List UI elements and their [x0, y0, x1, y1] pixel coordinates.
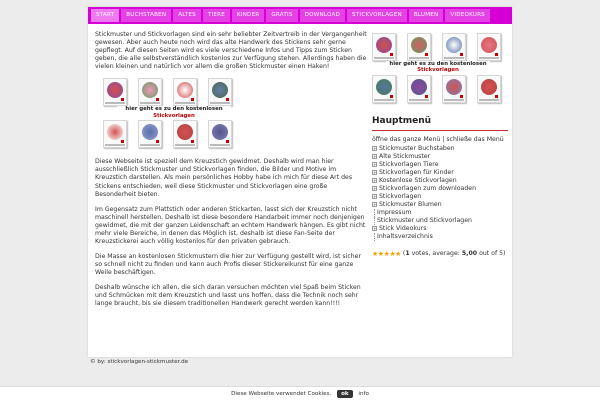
menu-subitem[interactable] [374, 217, 508, 225]
menu-item-label[interactable]: Stickvorlagen [379, 192, 422, 200]
paragraph-wunsch: Deshalb wünsche ich allen, die sich daran versuchen möchten viel Spaß beim Sticken und Schmücken mit dem Kreuzstich und lasst uns hoffen, dass die Technik noch sehr lange braucht, bis sie diesem traditionellen Handwerk gerecht werden kann!!!! [95, 284, 361, 308]
menu-toggle[interactable]: öffne das ganze Menü | schließe das Menü [372, 135, 504, 143]
intro-paragraph: Stickmuster und Stickvorlagen sind ein sehr beliebter Zeitvertreib in der Vergangenheit gewesen. Aber auch heute noch wird das alte Handwerk des Stickens sehr gerne gepflegt. Auf diesen Seiten wird es viele verschiedene Infos und Tipps zum Sticken geben, die alle selbstverständlich kostenlos zur Verfügung stehen. Allerdings haben die vielen kleinen und natürlich vor allem die großen Stickmuster einen Haken! [95, 31, 367, 71]
expand-icon[interactable]: + [373, 178, 377, 184]
expand-icon[interactable]: + [373, 146, 377, 152]
pattern-thumbnail[interactable] [442, 33, 466, 61]
menu-item-label[interactable]: Stickmuster Buchstaben [379, 144, 455, 152]
menu-item-label[interactable]: Stick Videokurs [379, 224, 427, 232]
cta-line-2: Stickvorlagen [153, 112, 195, 119]
expand-icon[interactable]: + [373, 154, 377, 160]
main-menu-title: Hauptmenü [372, 116, 508, 131]
nav-altes[interactable]: ALTES [173, 9, 201, 22]
expand-icon[interactable]: + [373, 194, 377, 200]
menu-item[interactable] [372, 185, 508, 193]
menu-item-label[interactable]: Stickmuster Blumen [379, 200, 442, 208]
sidebar-free-patterns-cta[interactable] [386, 61, 490, 74]
menu-item[interactable] [372, 153, 508, 161]
cookie-text: Diese Webseite verwendet Cookies. [231, 391, 332, 397]
pattern-thumbnail[interactable] [208, 120, 232, 148]
menu-item-label[interactable]: Kostenlose Stickvorlagen [379, 176, 457, 184]
pattern-thumbnail[interactable] [103, 120, 127, 148]
free-patterns-cta[interactable] [117, 106, 231, 119]
menu-item[interactable] [372, 169, 508, 177]
menu-item[interactable] [372, 201, 508, 209]
pattern-thumbnails-link[interactable] [103, 78, 243, 150]
expand-icon[interactable]: + [373, 202, 377, 208]
nav-start[interactable]: START [91, 9, 119, 22]
main-menu [372, 136, 508, 241]
menu-item[interactable] [372, 161, 508, 169]
pattern-thumbnail[interactable] [372, 33, 396, 61]
pattern-thumbnail[interactable] [407, 33, 431, 61]
main-content [95, 31, 367, 315]
nav-gratis[interactable]: GRATIS [266, 9, 297, 22]
paragraph-plattstich: Im Gegensatz zum Plattstich oder anderen Stickarten, lasst sich der Kreuzstich nicht maschinell herstellen. Deshalb ist diese besondere Handarbeit immer noch denjenigen gewidmet, die mit der ganzen Leidenschaft an echtem Handwerk hängen. Es gibt nicht mehr viele Bereiche, in denen das Möglich ist, deshalb ist diese Fan-Seite der Kreuzstickerei auch völlig kostenlos für den privaten gebrauch. [95, 205, 366, 245]
pattern-thumbnail[interactable] [138, 78, 162, 106]
menu-subitem[interactable] [374, 209, 508, 217]
cookie-info-link[interactable]: info [358, 391, 369, 397]
pattern-thumbnail[interactable] [103, 78, 127, 106]
menu-item-label[interactable]: Stickvorlagen Tiere [379, 160, 439, 168]
pattern-thumbnail[interactable] [173, 120, 197, 148]
menu-subitem[interactable] [374, 233, 508, 241]
expand-icon[interactable]: + [373, 226, 377, 232]
nav-videokurs[interactable]: VIDEOKURS [445, 9, 490, 22]
menu-item-label[interactable]: Stickvorlagen für Kinder [379, 168, 454, 176]
expand-icon[interactable]: + [373, 170, 377, 176]
menu-item[interactable] [372, 193, 508, 201]
menu-item-label[interactable]: Inhaltsverzeichnis [377, 232, 433, 240]
nav-tiere[interactable]: TIERE [203, 9, 230, 22]
paragraph-kreuzstich: Diese Webseite ist speziell dem Kreuzstich gewidmet. Deshalb wird man hier ausschließlich Stickmuster und Stickvorlagen finden, die Bilder und Motive im Kreuzstich darstellen. Als mein persönliches Hobby habe ich mich für diese Art des Stickens entschieden, weil diese Stickmuster und Stickvorlagen eine große Besonderheit bieten. [95, 158, 353, 198]
top-nav [88, 7, 512, 24]
menu-item-label[interactable]: Stickmuster und Stickvorlagen [377, 216, 472, 224]
rating-out-of: out of 5 [479, 249, 504, 257]
expand-icon[interactable]: + [373, 162, 377, 168]
pattern-thumbnail[interactable] [372, 75, 396, 103]
rating-votes: 1 [405, 249, 410, 257]
menu-item-label[interactable]: Impressum [377, 208, 412, 216]
nav-stickvorlagen[interactable]: STICKVORLAGEN [347, 9, 407, 22]
star-rating-icon[interactable]: ★★★★★ [372, 249, 401, 258]
menu-item-label[interactable]: Alte Stickmuster [379, 152, 431, 160]
pattern-thumbnail[interactable] [407, 75, 431, 103]
nav-kinder[interactable]: KINDER [232, 9, 264, 22]
pattern-thumbnail[interactable] [208, 78, 232, 106]
pattern-thumbnail[interactable] [173, 78, 197, 106]
rating-label: votes, average: [411, 249, 460, 257]
rating-average: 5,00 [461, 249, 478, 257]
nav-buchstaben[interactable]: BUCHSTABEN [121, 9, 171, 22]
menu-item-label[interactable]: Stickvorlagen zum downloaden [379, 184, 476, 192]
pattern-thumbnail[interactable] [477, 33, 501, 61]
page-container [88, 7, 512, 357]
copyright: © by: stickvorlagen-stickmuster.de [90, 359, 189, 365]
rating-widget [372, 250, 508, 259]
cta-line-1: hier geht es zu den kostenlosen [389, 61, 487, 67]
cookie-ok-button[interactable]: ok [337, 390, 353, 398]
pattern-thumbnail[interactable] [138, 120, 162, 148]
expand-icon[interactable]: + [373, 186, 377, 192]
cta-line-1: hier geht es zu den kostenlosen [125, 106, 223, 113]
menu-item[interactable] [372, 225, 508, 233]
rating-text: (1 votes, average: 5,00 out of 5) [402, 249, 506, 257]
menu-item[interactable] [372, 177, 508, 185]
nav-download[interactable]: DOWNLOAD [300, 9, 345, 22]
nav-blumen[interactable]: BLUMEN [409, 9, 444, 22]
cta-line-2: Stickvorlagen [417, 67, 459, 74]
pattern-thumbnail[interactable] [442, 75, 466, 103]
menu-item[interactable] [372, 145, 508, 153]
sidebar [372, 33, 508, 259]
pattern-thumbnail[interactable] [477, 75, 501, 103]
paragraph-masse: Die Masse an kostenlosen Stickmustern die hier zur Verfügung gestellt wird, ist sicher so schnell nicht zu finden und kann auch Profis dieser Stickereikunst für eine ganze Weile beschäftigen. [95, 252, 362, 277]
sidebar-thumbnails-link[interactable] [372, 33, 504, 105]
cookie-bar [0, 386, 600, 400]
